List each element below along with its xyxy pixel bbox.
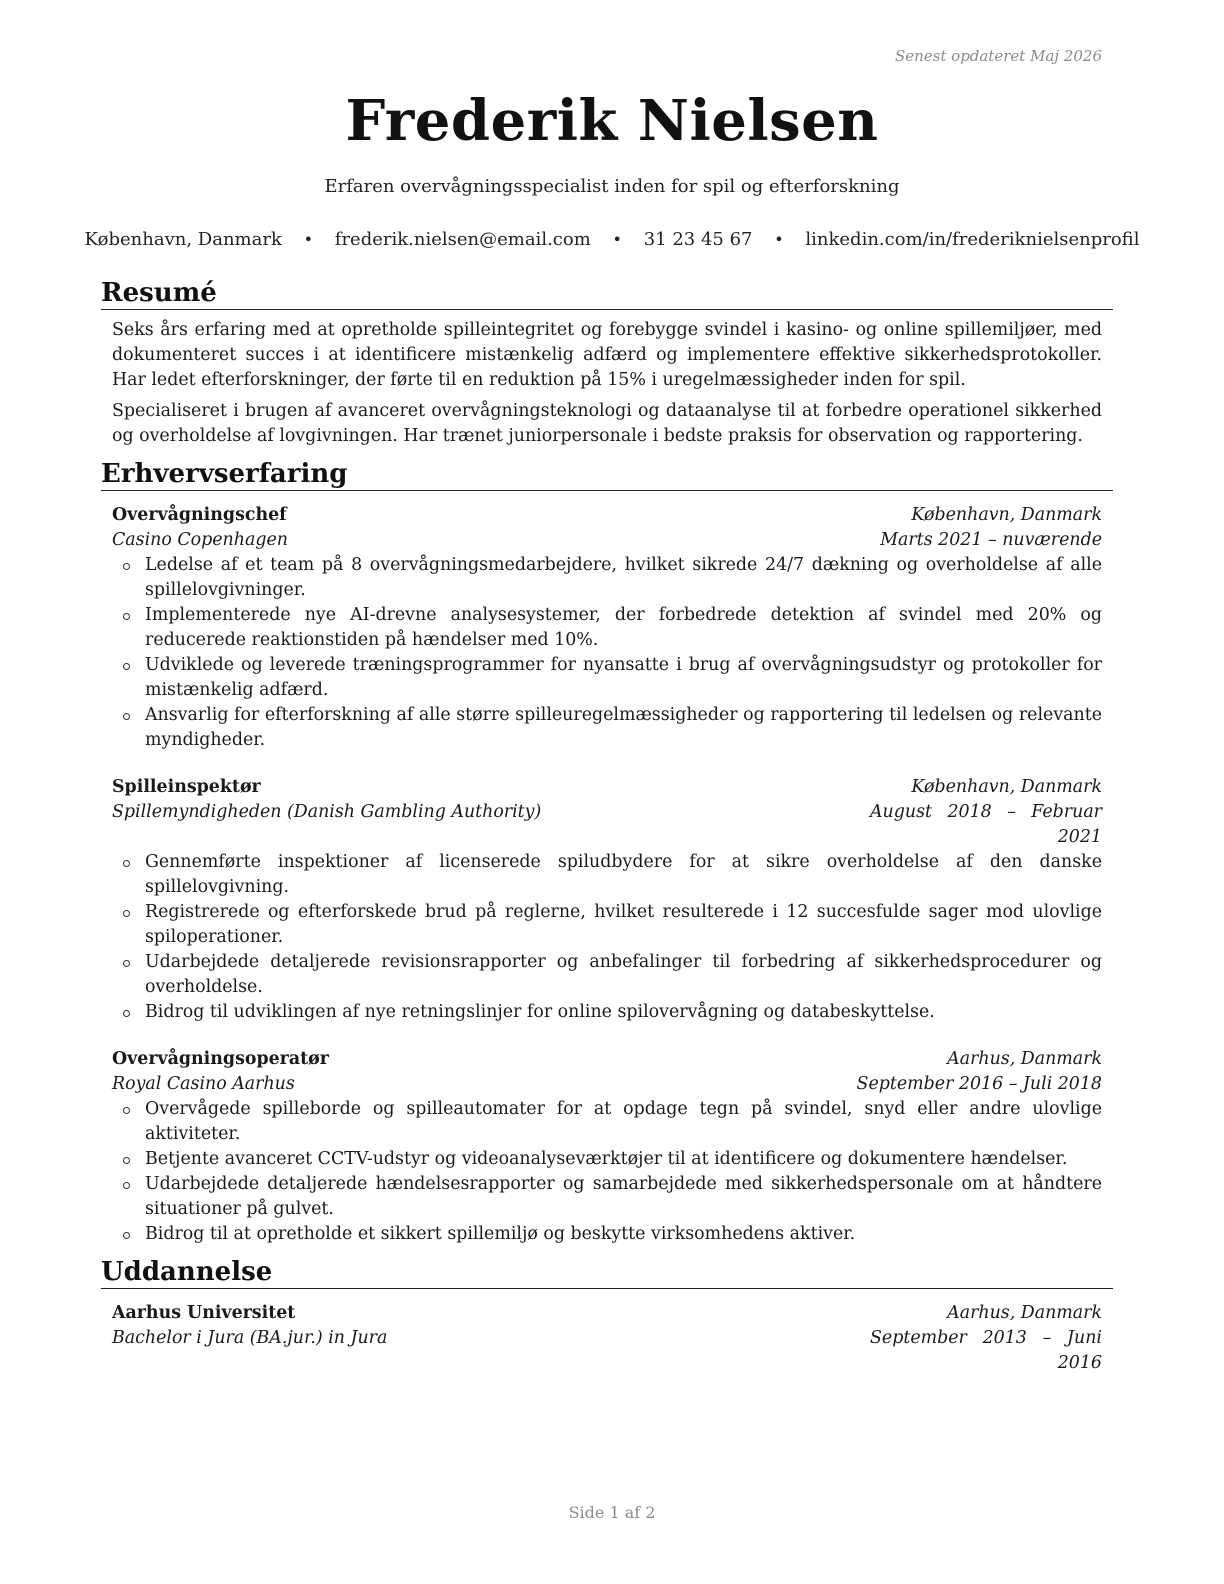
contact-location: København, Danmark	[84, 229, 282, 250]
education-entry	[101, 1301, 1113, 1376]
summary-body	[101, 318, 1113, 449]
summary-section	[101, 278, 1113, 449]
section-title-experience: Erhvervserfaring	[101, 459, 1113, 491]
job-dates: August 2018 – Februar 2021	[870, 802, 1102, 847]
list-item: Ansvarlig for efterforskning af alle større spilleuregelmæssigheder og rapportering til ledelsen og relevante myndigheder.	[112, 703, 1102, 753]
contact-phone: 31 23 45 67	[643, 229, 753, 250]
experience-section	[101, 459, 1113, 1247]
list-item: Gennemførte inspektioner af licenserede spiludbydere for at sikre overholdelse af den danske spillelovgivning.	[112, 850, 1102, 900]
section-title-summary: Resumé	[101, 278, 1113, 310]
job-role: Spilleinspektør	[112, 777, 261, 797]
tagline: Erfaren overvågningsspecialist inden for spil og efterforskning	[324, 176, 900, 197]
page-number: Side 1 af 2	[568, 1503, 656, 1522]
list-item: Bidrog til at opretholde et sikkert spillemiljø og beskytte virksomhedens aktiver.	[112, 1222, 1102, 1247]
education-location: Aarhus, Danmark	[947, 1303, 1102, 1323]
list-item: Udarbejdede detaljerede hændelsesrapporter og samarbejdede med sikkerhedspersonale om at håndtere situationer på gulvet.	[112, 1172, 1102, 1222]
resume-content	[101, 278, 1113, 1386]
bullet-separator-icon: •	[303, 230, 314, 249]
job-company: Spillemyndigheden (Danish Gambling Authority)	[112, 802, 542, 822]
education-school: Aarhus Universitet	[112, 1303, 296, 1323]
job-bullets	[112, 1097, 1102, 1247]
job-location: København, Danmark	[911, 777, 1102, 797]
contact-email[interactable]: frederik.nielsen@email.com	[334, 229, 591, 250]
list-item: Ledelse af et team på 8 overvågningsmedarbejdere, hvilket sikrede 24/7 dækning og overholdelse af alle spillelovgivninger.	[112, 553, 1102, 603]
job-location: Aarhus, Danmark	[947, 1049, 1102, 1069]
job-bullets	[112, 850, 1102, 1025]
job-entry	[101, 775, 1113, 1025]
list-item: Overvågede spilleborde og spilleautomater for at opdage tegn på svindel, snyd eller andre ulovlige aktiviteter.	[112, 1097, 1102, 1147]
job-company: Royal Casino Aarhus	[112, 1074, 295, 1094]
list-item: Udviklede og leverede træningsprogrammer for nyansatte i brug af overvågningsudstyr og protokoller for mistænkelig adfærd.	[112, 653, 1102, 703]
job-entry	[101, 503, 1113, 753]
candidate-name: Frederik Nielsen	[345, 88, 879, 154]
bullet-separator-icon: •	[774, 230, 784, 249]
summary-paragraph: Specialiseret i brugen af avanceret overvågningsteknologi og dataanalyse til at forbedre operationel sikkerhed og overholdelse af lovgivningen. Har trænet juniorpersonale i bedste praksis for observation og rapportering.	[112, 401, 1102, 446]
job-location: København, Danmark	[911, 505, 1102, 525]
job-company: Casino Copenhagen	[112, 530, 288, 550]
education-degree: Bachelor i Jura (BA.jur.) in Jura	[112, 1328, 388, 1348]
summary-paragraph: Seks års erfaring med at opretholde spilleintegritet og forebygge svindel i kasino- og online spillemiljøer, med dokumenteret succes i at identificere mistænkelig adfærd og implementere effektive sikkerhedsprotokoller. Har ledet efterforskninger, der førte til en reduktion på 15% i uregelmæssigheder inden for spil.	[112, 320, 1102, 390]
bullet-separator-icon: •	[612, 230, 622, 249]
education-dates: September 2013 – Juni 2016	[870, 1328, 1102, 1373]
contact-line	[0, 229, 1224, 250]
list-item: Udarbejdede detaljerede revisionsrapporter og anbefalinger til forbedring af sikkerhedsprocedurer og overholdelse.	[112, 950, 1102, 1000]
job-role: Overvågningsoperatør	[112, 1049, 329, 1069]
job-entry	[101, 1047, 1113, 1247]
job-bullets	[112, 553, 1102, 753]
list-item: Implementerede nye AI-drevne analysesystemer, der forbedrede detektion af svindel med 20% og reducerede reaktionstiden på hændelser med 10%.	[112, 603, 1102, 653]
list-item: Registrerede og efterforskede brud på reglerne, hvilket resulterede i 12 succesfulde sager mod ulovlige spiloperationer.	[112, 900, 1102, 950]
contact-linkedin[interactable]: linkedin.com/in/frederiknielsenprofil	[805, 229, 1140, 250]
education-section	[101, 1257, 1113, 1376]
list-item: Betjente avanceret CCTV-udstyr og videoanalyseværktøjer til at identificere og dokumentere hændelser.	[112, 1147, 1102, 1172]
job-role: Overvågningschef	[112, 505, 287, 525]
job-dates: September 2016 – Juli 2018	[856, 1074, 1102, 1094]
job-dates: Marts 2021 – nuværende	[880, 530, 1102, 550]
last-updated: Senest opdateret Maj 2026	[894, 47, 1102, 65]
list-item: Bidrog til udviklingen af nye retningslinjer for online spilovervågning og databeskyttelse.	[112, 1000, 1102, 1025]
section-title-education: Uddannelse	[101, 1257, 1113, 1289]
